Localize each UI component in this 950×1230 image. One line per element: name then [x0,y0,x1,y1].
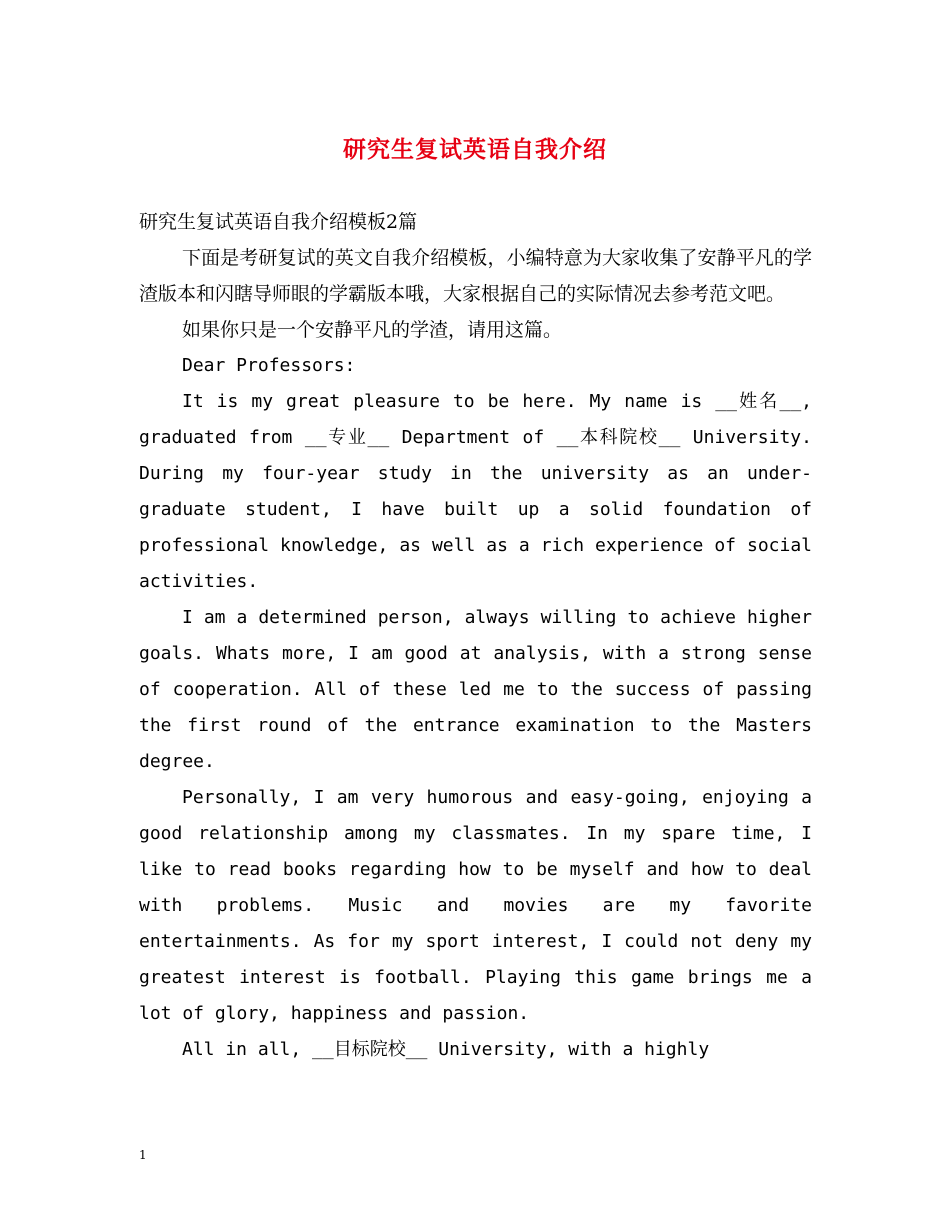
document-title: 研究生复试英语自我介绍 [343,136,607,163]
subtitle: 研究生复试英语自我介绍模板2篇 [139,211,418,233]
document-body [139,204,812,1068]
intro-paragraph: 下面是考研复试的英文自我介绍模板，小编特意为大家收集了安静平凡的学渣版本和闪瞎导师眼的学霸版本哦，大家根据自己的实际情况去参考范文吧。 [139,247,812,305]
note-paragraph: 如果你只是一个安静平凡的学渣，请用这篇。 [182,319,563,341]
body-paragraph-2: I am a determined person, always willing to achieve higher goals. Whats more, I am good at analysis, with a strong sense of cooperation. All of these led me to the success of passing the first round of the entrance examination to the Masters degree. [139,607,812,772]
body-paragraph-1: It is my great pleasure to be here. My name is __姓名__, graduated from __专业__ Department of __本科院校__ University. During my four-year study in the university as an under-graduate student, I have built up a solid foundation of professional knowledge, as well as a rich experience of social activities. [139,391,812,592]
salutation: Dear Professors: [182,355,356,376]
page-number: 1 [139,1148,147,1162]
body-paragraph-3: Personally, I am very humorous and easy-going, enjoying a good relationship among my classmates. In my spare time, I like to read books regarding how to be myself and how to deal with problems. Music and movies are my favorite entertainments. As for my sport interest, I could not deny my greatest interest is football. Playing this game brings me a lot of glory, happiness and passion. [139,787,812,1024]
body-paragraph-4: All in all, __目标院校__ University, with a highly [182,1039,710,1060]
